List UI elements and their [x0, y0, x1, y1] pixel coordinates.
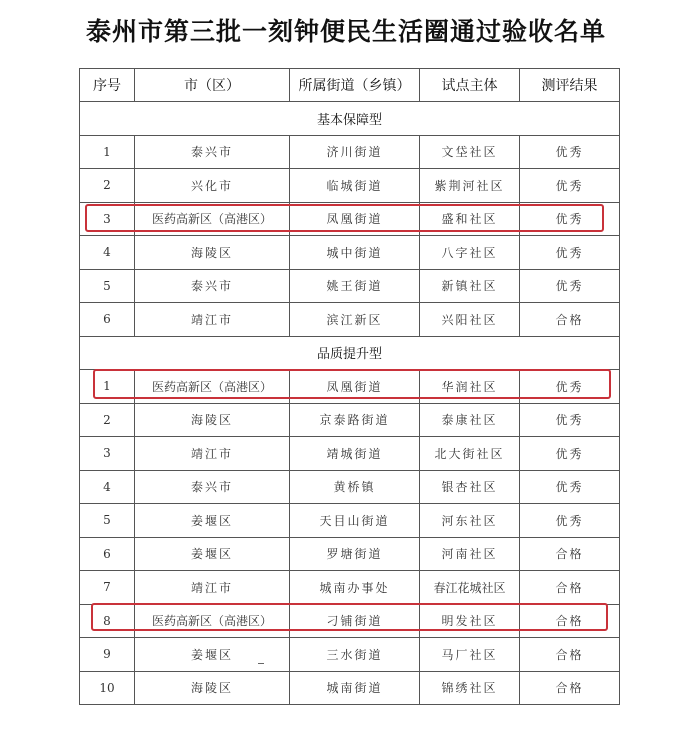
row-street: 城南办事处	[290, 571, 420, 605]
row-number: 7	[80, 571, 135, 605]
row-result: 合格	[520, 638, 620, 672]
row-city: 医药高新区（高港区）	[135, 370, 290, 404]
row-number: 2	[80, 169, 135, 203]
row-number: 4	[80, 236, 135, 270]
row-number: 1	[80, 135, 135, 169]
row-entity: 明发社区	[420, 604, 520, 638]
row-result: 优秀	[520, 504, 620, 538]
row-city: 海陵区	[135, 403, 290, 437]
row-street: 姚王街道	[290, 269, 420, 303]
row-city: 泰兴市	[135, 135, 290, 169]
row-result: 优秀	[520, 236, 620, 270]
row-street: 黄桥镇	[290, 470, 420, 504]
header-number: 序号	[80, 69, 135, 102]
row-number: 9	[80, 638, 135, 672]
row-city: 姜堰区	[135, 504, 290, 538]
row-city: 泰兴市	[135, 470, 290, 504]
row-street: 城中街道	[290, 236, 420, 270]
row-city: 泰兴市	[135, 269, 290, 303]
row-entity: 文垈社区	[420, 135, 520, 169]
row-city: 靖江市	[135, 303, 290, 337]
row-entity: 河东社区	[420, 504, 520, 538]
row-entity: 河南社区	[420, 537, 520, 571]
row-entity: 华润社区	[420, 370, 520, 404]
row-city: 海陵区	[135, 671, 290, 705]
row-number: 5	[80, 269, 135, 303]
row-entity: 春江花城社区	[420, 571, 520, 605]
row-number: 2	[80, 403, 135, 437]
row-street: 京泰路街道	[290, 403, 420, 437]
row-street: 天目山街道	[290, 504, 420, 538]
row-number: 6	[80, 303, 135, 337]
section-title: 品质提升型	[80, 336, 620, 370]
header-row	[80, 69, 620, 102]
row-street: 城南街道	[290, 671, 420, 705]
row-city: 靖江市	[135, 437, 290, 471]
row-city: 医药高新区（高港区）	[135, 202, 290, 236]
section-title: 基本保障型	[80, 102, 620, 136]
table-row	[80, 638, 620, 672]
row-number: 10	[80, 671, 135, 705]
row-city: 姜堰区	[135, 638, 290, 672]
acceptance-roster-table	[79, 68, 620, 705]
table-row	[80, 202, 620, 236]
table-row	[80, 671, 620, 705]
header-city-district: 市（区）	[135, 69, 290, 102]
table-row	[80, 269, 620, 303]
row-street: 临城街道	[290, 169, 420, 203]
row-street: 三水街道	[290, 638, 420, 672]
row-number: 8	[80, 604, 135, 638]
row-city: 海陵区	[135, 236, 290, 270]
row-city: 兴化市	[135, 169, 290, 203]
row-result: 优秀	[520, 437, 620, 471]
row-number: 3	[80, 202, 135, 236]
row-result: 优秀	[520, 135, 620, 169]
table-row	[80, 604, 620, 638]
table-row	[80, 504, 620, 538]
table-row	[80, 169, 620, 203]
row-entity: 北大街社区	[420, 437, 520, 471]
row-street: 凤凰街道	[290, 370, 420, 404]
row-number: 5	[80, 504, 135, 538]
table-row	[80, 437, 620, 471]
row-result: 合格	[520, 537, 620, 571]
row-entity: 紫荆河社区	[420, 169, 520, 203]
table-row	[80, 403, 620, 437]
header-street-town: 所属街道（乡镇）	[290, 69, 420, 102]
row-entity: 锦绣社区	[420, 671, 520, 705]
row-entity: 八字社区	[420, 236, 520, 270]
scan-mark	[258, 663, 264, 664]
row-number: 3	[80, 437, 135, 471]
section-row-basic	[80, 102, 620, 136]
row-entity: 兴阳社区	[420, 303, 520, 337]
row-result: 优秀	[520, 169, 620, 203]
row-entity: 银杏社区	[420, 470, 520, 504]
row-city: 靖江市	[135, 571, 290, 605]
row-entity: 新镇社区	[420, 269, 520, 303]
table-row	[80, 236, 620, 270]
row-street: 靖城街道	[290, 437, 420, 471]
row-number: 6	[80, 537, 135, 571]
table-row	[80, 470, 620, 504]
row-entity: 马厂社区	[420, 638, 520, 672]
table-row	[80, 370, 620, 404]
table-row	[80, 135, 620, 169]
row-result: 合格	[520, 571, 620, 605]
row-result: 优秀	[520, 269, 620, 303]
row-result: 优秀	[520, 403, 620, 437]
table-row	[80, 303, 620, 337]
row-street: 滨江新区	[290, 303, 420, 337]
row-result: 合格	[520, 671, 620, 705]
row-city: 姜堰区	[135, 537, 290, 571]
row-result: 合格	[520, 303, 620, 337]
row-result: 优秀	[520, 202, 620, 236]
row-entity: 泰康社区	[420, 403, 520, 437]
row-number: 1	[80, 370, 135, 404]
header-pilot-entity: 试点主体	[420, 69, 520, 102]
row-street: 刁铺街道	[290, 604, 420, 638]
table-row	[80, 571, 620, 605]
header-evaluation-result: 测评结果	[520, 69, 620, 102]
row-city: 医药高新区（高港区）	[135, 604, 290, 638]
row-result: 优秀	[520, 470, 620, 504]
row-street: 凤凰街道	[290, 202, 420, 236]
row-entity: 盛和社区	[420, 202, 520, 236]
row-number: 4	[80, 470, 135, 504]
document-title: 泰州市第三批一刻钟便民生活圈通过验收名单	[85, 17, 606, 46]
row-result: 优秀	[520, 370, 620, 404]
table-row	[80, 537, 620, 571]
row-result: 合格	[520, 604, 620, 638]
row-street: 济川街道	[290, 135, 420, 169]
row-street: 罗塘街道	[290, 537, 420, 571]
section-row-quality	[80, 336, 620, 370]
